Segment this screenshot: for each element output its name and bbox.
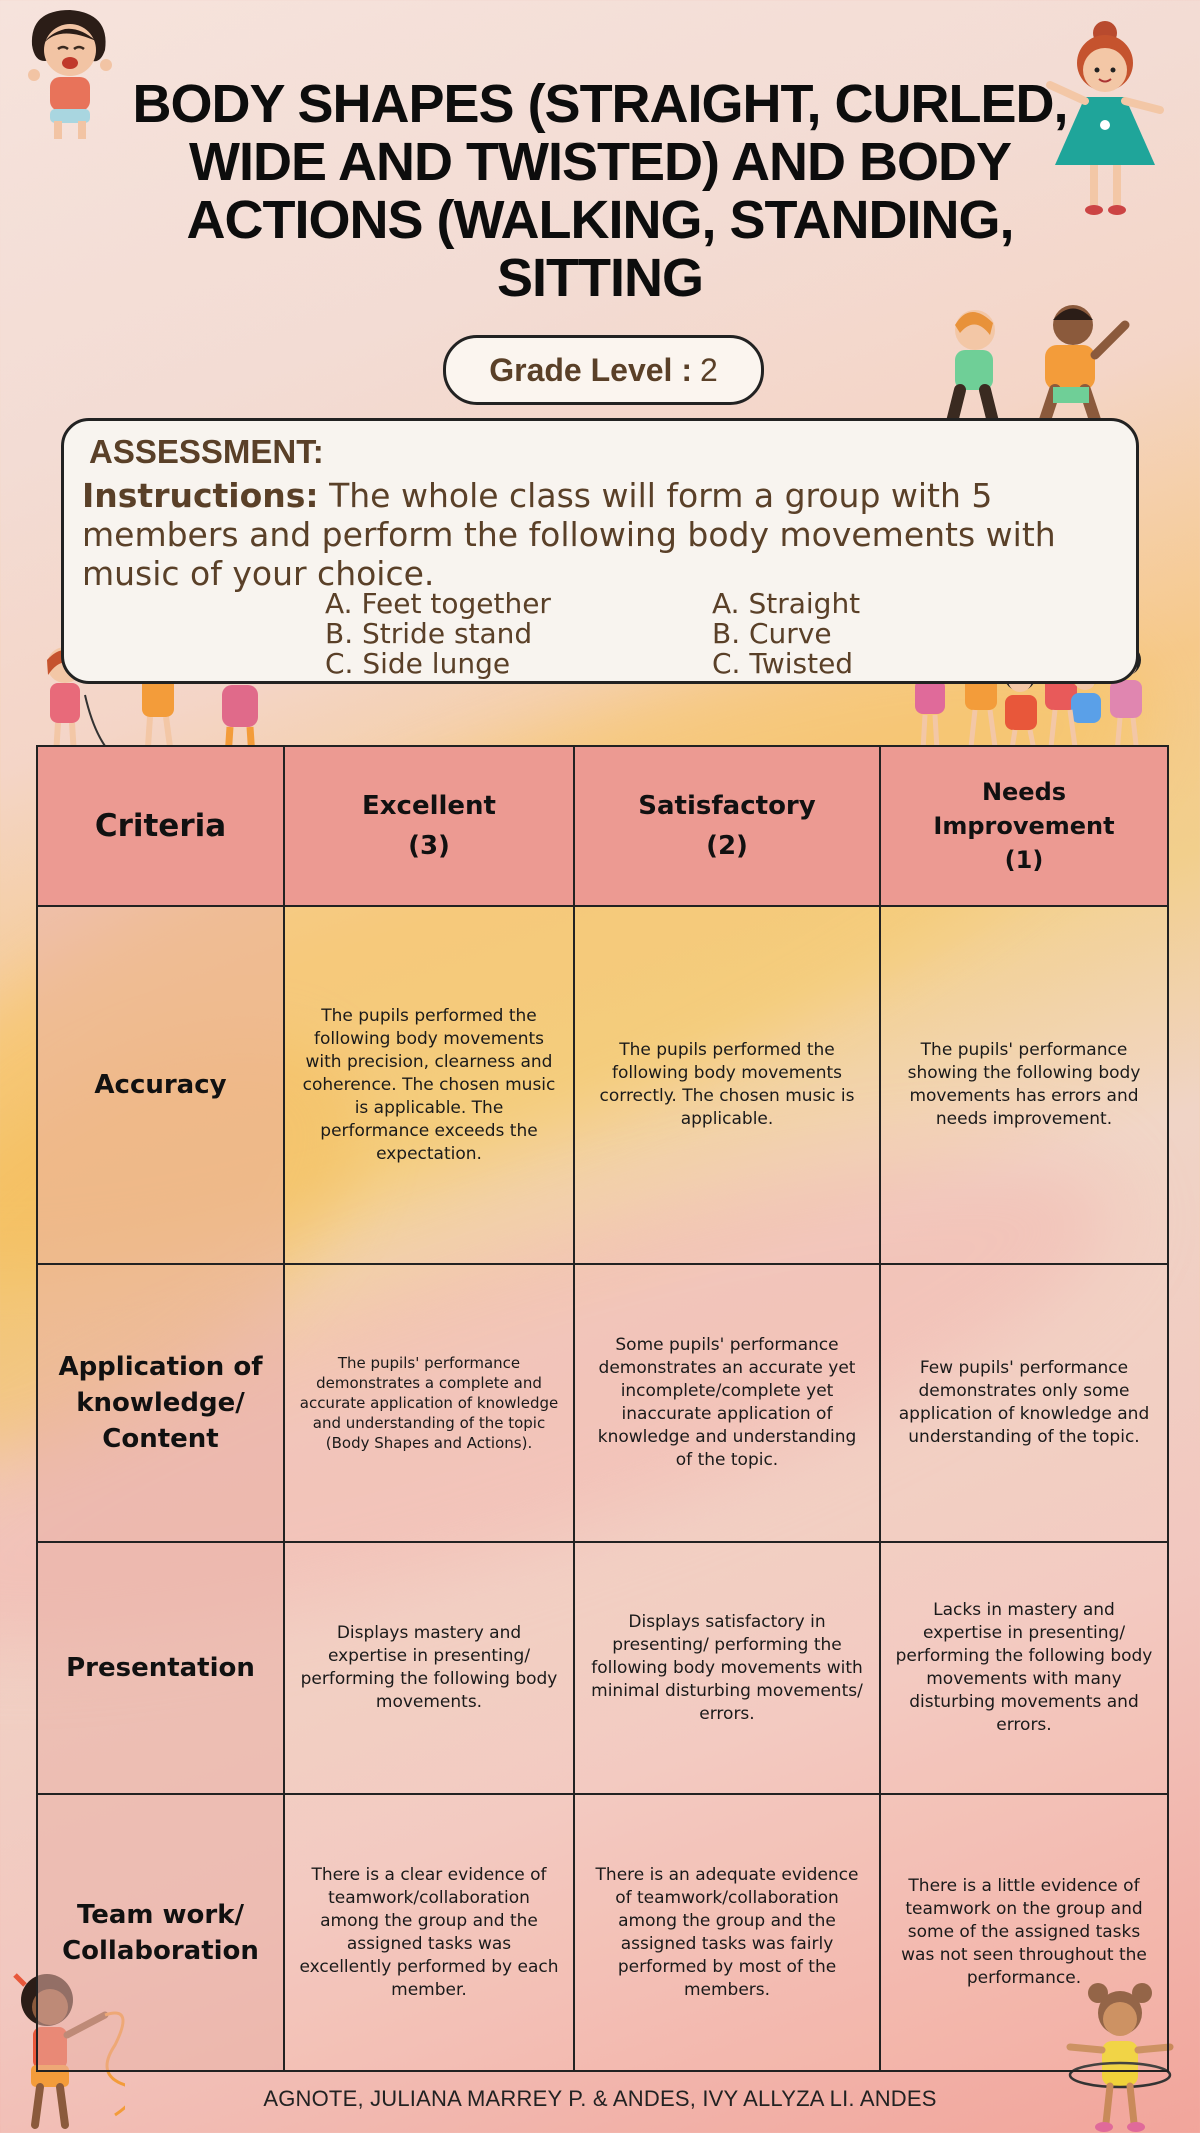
excellent-cell: The pupils' performance demonstrates a complete and accurate application of knowledge and understanding of the topic (Body Shapes and Actions).: [284, 1264, 574, 1542]
assessment-box: [61, 418, 1139, 684]
header-excellent: [284, 746, 574, 906]
satisfactory-cell: There is an adequate evidence of teamwork/collaboration among the group and the assigned tasks was fairly performed by most of the members.: [574, 1794, 880, 2071]
header-satisfactory-score: (2): [706, 831, 748, 861]
needs-improvement-cell: There is a little evidence of teamwork on the group and some of the assigned tasks was not seen throughout the performance.: [880, 1794, 1168, 2071]
criterion-cell: Accuracy: [37, 906, 284, 1264]
satisfactory-cell: Some pupils' performance demonstrates an accurate yet incomplete/complete yet inaccurate application of knowledge and understanding of the topic.: [574, 1264, 880, 1542]
header-needs-improvement: [880, 746, 1168, 906]
table-row: [37, 906, 1168, 1264]
list-item: C. Side lunge: [325, 647, 511, 680]
instructions: [82, 476, 1122, 593]
excellent-cell: The pupils performed the following body movements with precision, clearness and coherence. The chosen music is applicable. The performance exceeds the expectation.: [284, 906, 574, 1264]
satisfactory-cell: The pupils performed the following body movements correctly. The chosen music is applicable.: [574, 906, 880, 1264]
table-row: [37, 1264, 1168, 1542]
needs-improvement-cell: The pupils' performance showing the following body movements has errors and needs improvement.: [880, 906, 1168, 1264]
body-shapes-list: [712, 589, 860, 679]
assessment-heading: ASSESSMENT:: [89, 433, 324, 470]
list-item: A. Straight: [712, 587, 861, 620]
header-excellent-label: Excellent: [362, 791, 496, 821]
list-item: C. Twisted: [712, 647, 854, 680]
header-criteria: Criteria: [37, 746, 284, 906]
instructions-text: The whole class will form a group with 5 members and perform the following body movements with music of your choice.: [82, 476, 1056, 593]
table-row: [37, 1794, 1168, 2071]
excellent-cell: Displays mastery and expertise in presenting/ performing the following body movements.: [284, 1542, 574, 1794]
table-header-row: [37, 746, 1168, 906]
body-actions-list: [325, 589, 551, 679]
list-item: B. Stride stand: [325, 617, 533, 650]
criterion-cell: Presentation: [37, 1542, 284, 1794]
table-row: [37, 1542, 1168, 1794]
needs-improvement-cell: Lacks in mastery and expertise in presenting/ performing the following body movements with many disturbing movements and errors.: [880, 1542, 1168, 1794]
grade-level-value: 2: [699, 351, 718, 388]
needs-improvement-cell: Few pupils' performance demonstrates only some application of knowledge and understanding of the topic.: [880, 1264, 1168, 1542]
header-satisfactory: [574, 746, 880, 906]
instructions-label: Instructions:: [82, 476, 319, 515]
grade-level-label: Grade Level :: [489, 351, 692, 388]
author-credit: AGNOTE, JULIANA MARREY P. & ANDES, IVY ALLYZA LI. ANDES: [263, 2086, 937, 2111]
header-needs-improvement-label: Needs Improvement: [933, 778, 1115, 840]
header-satisfactory-label: Satisfactory: [638, 791, 816, 821]
page-title: BODY SHAPES (STRAIGHT, CURLED, WIDE AND TWISTED) AND BODY ACTIONS (WALKING, STANDING, SITTING: [132, 74, 1068, 308]
header-needs-improvement-score: (1): [1004, 846, 1044, 874]
rubric-table: [36, 745, 1169, 2072]
satisfactory-cell: Displays satisfactory in presenting/ performing the following body movements with minimal disturbing movements/ errors.: [574, 1542, 880, 1794]
criterion-cell: Team work/ Collaboration: [37, 1794, 284, 2071]
excellent-cell: There is a clear evidence of teamwork/collaboration among the group and the assigned tasks was excellently performed by each member.: [284, 1794, 574, 2071]
list-item: B. Curve: [712, 617, 832, 650]
criterion-cell: Application of knowledge/ Content: [37, 1264, 284, 1542]
grade-level-badge: [443, 335, 764, 405]
list-item: A. Feet together: [325, 587, 551, 620]
header-excellent-score: (3): [408, 831, 450, 861]
